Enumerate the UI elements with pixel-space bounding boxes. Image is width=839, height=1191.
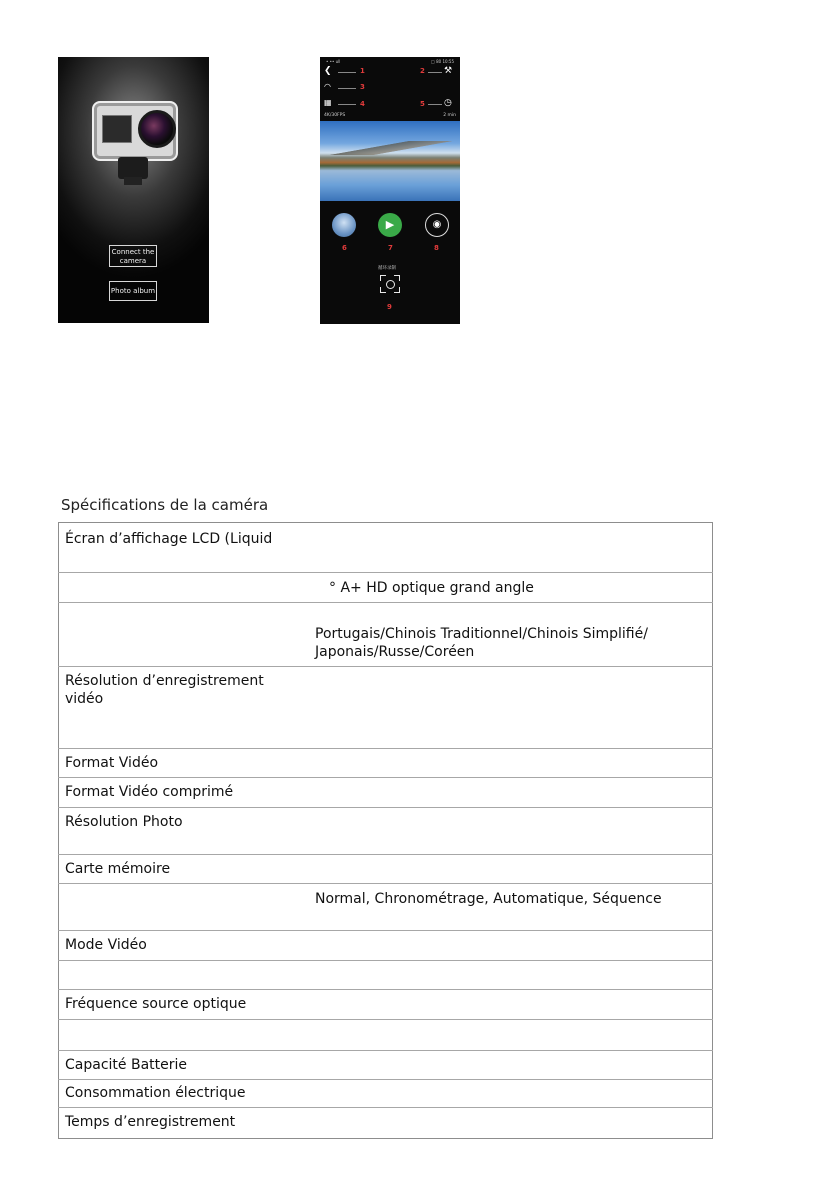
spec-label: Temps d’enregistrement <box>59 1108 304 1139</box>
spec-label <box>59 884 304 931</box>
app-connect-screenshot <box>58 57 209 323</box>
spec-label <box>59 573 304 603</box>
status-bar-right: □ 80 10:55 <box>431 59 454 64</box>
table-row <box>59 808 713 855</box>
timer-clock-icon[interactable]: ◷ <box>444 98 452 108</box>
spec-value <box>303 1080 713 1108</box>
spec-table <box>58 522 713 1139</box>
preview-mountains <box>320 141 460 155</box>
spec-value: ° A+ HD optique grand angle <box>303 573 713 603</box>
timer-label: 2 min <box>443 113 456 118</box>
spec-label: Format Vidéo <box>59 749 304 778</box>
table-row <box>59 855 713 884</box>
table-row <box>59 523 713 573</box>
spec-value: Normal, Chronométrage, Automatique, Séquence <box>303 884 713 931</box>
callout-2: 2 <box>420 67 425 75</box>
table-row <box>59 778 713 808</box>
table-row <box>59 990 713 1020</box>
spec-value <box>303 778 713 808</box>
callout-7: 7 <box>388 244 393 252</box>
spec-value <box>303 1020 713 1051</box>
action-camera-image <box>92 101 178 161</box>
callout-5: 5 <box>420 100 425 108</box>
spec-label: Mode Vidéo <box>59 931 304 961</box>
back-icon[interactable]: ❮ <box>324 66 332 76</box>
table-row <box>59 884 713 931</box>
settings-wrench-icon[interactable]: ⚒ <box>444 66 453 76</box>
shutter-focus-button[interactable] <box>380 275 400 293</box>
callout-6: 6 <box>342 244 347 252</box>
resolution-icon[interactable]: ▦ <box>324 98 332 107</box>
app-live-view-screenshot <box>320 57 460 324</box>
callout-line <box>338 104 356 105</box>
callout-9: 9 <box>387 303 392 311</box>
table-row <box>59 573 713 603</box>
shutter-icon <box>386 280 395 289</box>
spec-section-title: Spécifications de la caméra <box>61 496 269 514</box>
spec-value <box>303 961 713 990</box>
spec-label: Capacité Batterie <box>59 1051 304 1080</box>
callout-1: 1 <box>360 67 365 75</box>
spec-value <box>303 855 713 884</box>
callout-line <box>428 72 442 73</box>
camera-mount-base <box>124 177 142 185</box>
spec-label <box>59 1020 304 1051</box>
spec-label: Résolution d’enregistrement vidéo <box>59 667 304 749</box>
spec-label: Consommation électrique <box>59 1080 304 1108</box>
spec-value: Portugais/Chinois Traditionnel/Chinois Simplifié/ Japonais/Russe/Coréen <box>303 603 713 667</box>
callout-line <box>428 104 442 105</box>
spec-value <box>303 931 713 961</box>
status-bar-left: • •• ull <box>326 59 341 64</box>
spec-label: Carte mémoire <box>59 855 304 884</box>
camera-screen <box>102 115 132 143</box>
photo-album-button[interactable]: Photo album <box>109 281 157 301</box>
connect-camera-button[interactable]: Connect the camera <box>109 245 157 267</box>
photo-mode-camera-icon[interactable]: ◉ <box>425 213 449 237</box>
spec-label <box>59 603 304 667</box>
video-resolution-label: 4K/30FPS <box>324 113 346 118</box>
table-row <box>59 961 713 990</box>
spec-value <box>303 523 713 573</box>
live-preview-image <box>320 121 460 201</box>
spec-label: Fréquence source optique <box>59 990 304 1020</box>
gallery-thumbnail-button[interactable] <box>332 213 356 237</box>
table-row <box>59 1020 713 1051</box>
spec-label: Format Vidéo comprimé <box>59 778 304 808</box>
wifi-icon[interactable]: ◠ <box>324 82 331 91</box>
spec-value <box>303 990 713 1020</box>
spec-value <box>303 1051 713 1080</box>
callout-3: 3 <box>360 83 365 91</box>
table-row <box>59 1080 713 1108</box>
spec-value <box>303 1108 713 1139</box>
callout-line <box>338 88 356 89</box>
spec-label: Écran d’affichage LCD (Liquid <box>65 531 273 547</box>
callout-4: 4 <box>360 100 365 108</box>
table-row <box>59 667 713 749</box>
callout-8: 8 <box>434 244 439 252</box>
table-row <box>59 1051 713 1080</box>
table-row <box>59 749 713 778</box>
table-row <box>59 931 713 961</box>
spec-value <box>303 749 713 778</box>
spec-value <box>303 667 713 749</box>
table-row <box>59 1108 713 1139</box>
spec-value <box>303 808 713 855</box>
camera-mount <box>118 157 148 179</box>
callout-line <box>338 72 356 73</box>
recording-mode-label: 循环录制 <box>378 266 396 271</box>
spec-label <box>59 961 304 990</box>
camera-lens <box>138 110 176 148</box>
spec-label: Résolution Photo <box>59 808 304 855</box>
video-mode-button[interactable]: ▶ <box>378 213 402 237</box>
table-row <box>59 603 713 667</box>
